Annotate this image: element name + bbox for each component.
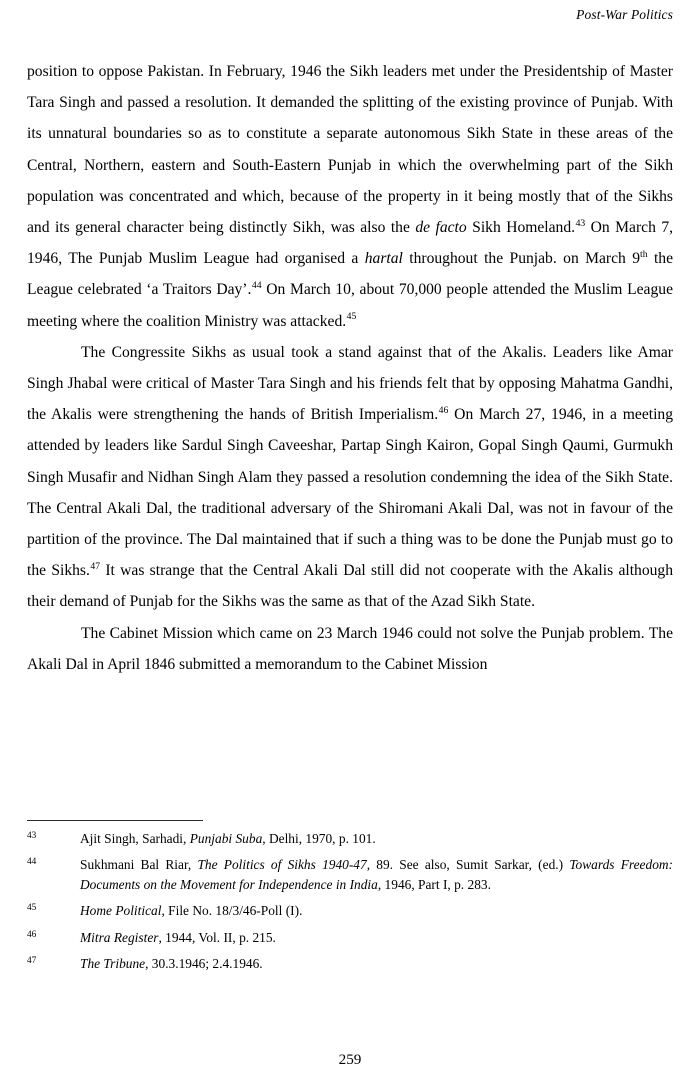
footnote-item <box>27 855 673 894</box>
paragraph <box>27 618 673 680</box>
footnote-item <box>27 829 673 848</box>
footnote-item <box>27 901 673 920</box>
italic-text: Home Political <box>80 903 162 919</box>
text-run: Sukhmani Bal Riar, <box>80 857 198 873</box>
text-run: On March 27, 1946, in a meeting attended by leaders like Sardul Singh Caveeshar, Partap Singh Kairon, Gopal Singh Qaumi, Gurmukh Singh Musafir and Nidhan Singh Alam they passed a resolution condemning the idea of the Sikh State. The Central Akali Dal, the traditional adversary of the Shiromani Akali Dal, was not in favour of the partition of the province. The Dal maintained that if such a thing was to be done the Punjab must go to the Sikhs. <box>27 406 673 580</box>
text-run: the League celebrated ‘a Traitors Day’. <box>27 250 673 299</box>
footnote-text <box>80 901 673 920</box>
page-number: 259 <box>338 1051 362 1068</box>
footnote-reference[interactable]: 46 <box>438 405 449 417</box>
text-run: position to oppose Pakistan. In February, 1946 the Sikh leaders met under the Presidentship of Master Tara Singh and passed a resolution. It demanded the splitting of the existing province of Punjab. With its unnatural boundaries so as to constitute a separate autonomous Sikh State in these areas of the Central, Northern, eastern and South-Eastern Punjab in which the overwhelming part of the Sikh population was concentrated and which, because of the property in it being mostly that of the Sikhs and its general character being distinctly Sikh, was also the <box>27 63 673 237</box>
text-run: On March 10, about 70,000 people attended the Muslim League meeting where the coalition Ministry was attacked. <box>27 281 673 330</box>
italic-text: hartal <box>364 250 403 268</box>
text-run: throughout the Punjab. on March 9 <box>402 250 641 268</box>
text-run: , 1946, Part I, p. 283. <box>377 876 491 892</box>
footnote-list <box>27 829 673 973</box>
ordinal-suffix: th <box>640 249 648 261</box>
footnote-reference[interactable]: 44 <box>251 280 262 292</box>
footnote-text <box>80 928 673 947</box>
text-run: , Delhi, 1970, p. 101. <box>262 831 376 846</box>
text-run: On March 7, 1946, The Punjab Muslim League had organised a <box>27 219 674 268</box>
italic-text: de facto <box>415 219 467 237</box>
italic-text: The Tribune <box>80 956 146 972</box>
text-run: , File No. 18/3/46-Poll (I). <box>161 903 303 919</box>
paragraph <box>27 337 673 618</box>
footnote-reference[interactable]: 47 <box>90 561 101 573</box>
paragraph <box>27 56 673 337</box>
footnote-number[interactable]: 47 <box>27 956 37 967</box>
running-header: Post-War Politics <box>576 7 673 22</box>
text-run: , 1944, Vol. II, p. 215. <box>158 929 276 945</box>
footnote-text <box>80 829 673 848</box>
footnote-number[interactable]: 44 <box>27 857 37 868</box>
text-run: Sikh Homeland. <box>466 219 576 237</box>
footnote-area <box>27 820 673 973</box>
footnote-reference[interactable]: 43 <box>575 217 586 229</box>
text-run: The Cabinet Mission which came on 23 March 1946 could not solve the Punjab problem. The Akali Dal in April 1846 submitted a memorandum to the Cabinet Mission <box>27 624 673 673</box>
footnote-number[interactable]: 46 <box>27 929 37 940</box>
footnote-text <box>80 855 673 894</box>
footnote-item <box>27 928 673 947</box>
text-run: , 89. See also, Sumit Sarkar, (ed.) <box>366 857 570 873</box>
footnote-number[interactable]: 43 <box>27 831 37 841</box>
text-run: Ajit Singh, Sarhadi, <box>80 831 190 846</box>
italic-text: Punjabi Suba <box>189 831 263 846</box>
italic-text: Mitra Register <box>80 929 159 945</box>
footnote-number[interactable]: 45 <box>27 903 37 914</box>
footnote-text <box>80 954 673 973</box>
footnote-item <box>27 954 673 973</box>
italic-text: The Politics of Sikhs 1940-47 <box>197 857 367 873</box>
footnote-reference[interactable]: 45 <box>346 311 357 323</box>
text-run: The Congressite Sikhs as usual took a stand against that of the Akalis. Leaders like Amar Singh Jhabal were critical of Master Tara Singh and his friends felt that by opposing Mahatma Gandhi, the Akalis were strengthening the hands of British Imperialism. <box>27 343 673 424</box>
text-run: , 30.3.1946; 2.4.1946. <box>145 956 263 972</box>
body-text-block <box>27 56 673 680</box>
italic-text: Towards Freedom: Documents on the Movement for Independence in India <box>80 857 674 892</box>
text-run: It was strange that the Central Akali Dal still did not cooperate with the Akalis although their demand of Punjab for the Sikhs was the same as that of the Azad Sikh State. <box>27 562 674 611</box>
footnote-separator-rule <box>27 820 203 821</box>
